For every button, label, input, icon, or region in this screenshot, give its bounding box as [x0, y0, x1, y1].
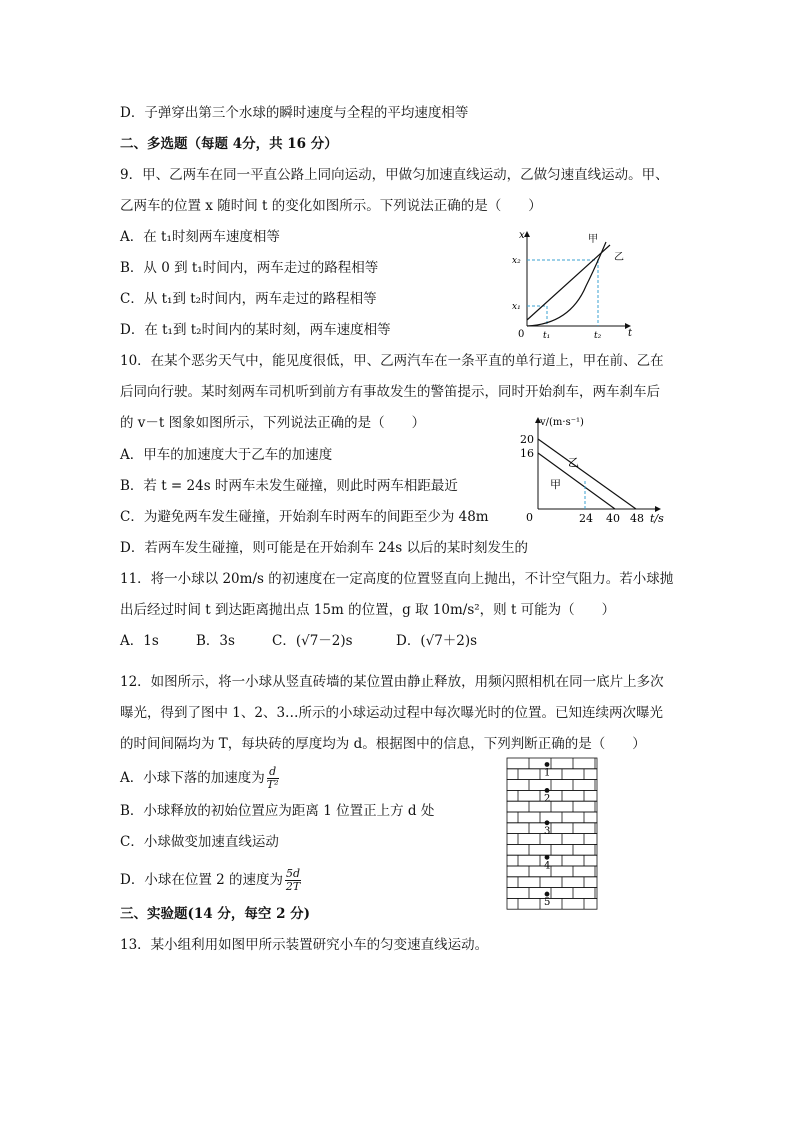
q11-option-b: B．3s [196, 633, 235, 649]
ball-label-4: 4 [544, 860, 551, 872]
brick-row [507, 758, 597, 769]
q12-stem-line3: 的时间间隔均为 T，每块砖的厚度均为 d。根据图中的信息，下列判断正确的是（ ） [120, 736, 646, 752]
q12-option-d [120, 868, 303, 893]
ball-label-3: 3 [544, 825, 551, 837]
brick-row [507, 780, 597, 791]
q9-x2-label: x₂ [512, 256, 521, 266]
brick-row [507, 898, 597, 909]
q9-stem-line2: 乙两车的位置 x 随时间 t 的变化如图所示。下列说法正确的是（ ） [120, 198, 542, 214]
q9-x1-label: x₁ [512, 302, 521, 312]
q10-stem-line1: 10．在某个恶劣天气中，能见度很低，甲、乙两汽车在一条平直的单行道上，甲在前、乙在 [120, 353, 664, 369]
q12-stem-line2: 曝光，得到了图中 1、2、3…所示的小球运动过程中每次曝光时的位置。已知连续两次曝光 [120, 705, 664, 721]
q12-option-d-fraction [285, 868, 301, 893]
q9-jia-label: 甲 [588, 234, 598, 245]
q8-option-d: D．子弹穿出第三个水球的瞬时速度与全程的平均速度相等 [120, 105, 469, 121]
q9-option-b: B．从 0 到 t₁时间内，两车走过的路程相等 [120, 260, 379, 276]
q11-option-a: A．1s [120, 633, 159, 649]
brick-row [507, 877, 597, 888]
q12-option-a-numerator: d [267, 766, 279, 779]
q9-x-axis-label: t [628, 328, 633, 339]
q10-x-tick-40: 40 [606, 512, 620, 525]
q9-option-a: A．在 t₁时刻两车速度相等 [120, 229, 280, 245]
ball-label-5: 5 [544, 897, 551, 909]
brick-row [507, 888, 597, 899]
q12-brick-wall-figure [505, 756, 599, 912]
brick-row [507, 823, 597, 834]
ball-position-4 [545, 855, 550, 860]
q10-line-yi [538, 439, 636, 509]
q9-t1-label: t₁ [543, 331, 551, 340]
q12-option-a-denominator: T² [266, 778, 279, 791]
q12-option-a-text: A．小球下落的加速度为 [120, 770, 265, 786]
q12-option-d-numerator: 5d [286, 867, 301, 880]
q9-option-d: D．在 t₁到 t₂时间内的某时刻，两车速度相等 [120, 322, 391, 338]
q10-yi-label: 乙 [568, 456, 579, 469]
q10-jia-label: 甲 [550, 478, 561, 491]
q10-option-d: D．若两车发生碰撞，则可能是在开始刹车 24s 以后的某时刻发生的 [120, 540, 529, 556]
section-3-title: 三、实验题(14 分，每空 2 分) [120, 906, 311, 922]
ball-label-1: 1 [544, 767, 551, 779]
q9-xt-graph [510, 228, 640, 340]
section-2-title: 二、多选题（每题 4分，共 16 分） [120, 136, 338, 152]
ball-position-3 [545, 820, 550, 825]
q11-option-d: D．(√7＋2)s [396, 633, 478, 649]
q10-vt-graph [510, 412, 680, 527]
q10-option-c: C．为避免两车发生碰撞，开始刹车时两车的间距至少为 48m [120, 509, 489, 525]
q9-option-c: C．从 t₁到 t₂时间内，两车走过的路程相等 [120, 291, 377, 307]
q13-stem: 13．某小组利用如图甲所示装置研究小车的匀变速直线运动。 [120, 937, 489, 953]
q9-origin: 0 [518, 329, 525, 340]
brick-row [507, 844, 597, 855]
q12-option-d-denominator: 2T [285, 880, 301, 893]
q10-x-label: t/s [650, 512, 664, 525]
q10-stem-line3: 的 v－t 图象如图所示，下列说法正确的是（ ） [120, 415, 426, 431]
brick-row [507, 812, 597, 823]
q9-stem-line1: 9．甲、乙两车在同一平直公路上同向运动，甲做匀加速直线运动，乙做匀速直线运动。甲、 [120, 167, 669, 183]
q12-stem-line1: 12．如图所示，将一小球从竖直砖墙的某位置由静止释放，用频闪照相机在同一底片上多次 [120, 674, 664, 690]
ball-label-2: 2 [544, 793, 551, 805]
q10-x-tick-48: 48 [630, 512, 644, 525]
brick-row [507, 834, 597, 845]
q12-option-b: B．小球释放的初始位置应为距离 1 位置正上方 d 处 [120, 803, 435, 819]
q9-y-axis-label: x [519, 230, 525, 241]
q11-option-c: C．(√7－2)s [272, 633, 353, 649]
q10-y-label: v/(m·s⁻¹) [540, 417, 584, 428]
q11-stem-line1: 11．将一小球以 20m/s 的初速度在一定高度的位置竖直向上抛出，不计空气阻力。若小球抛 [120, 571, 674, 587]
q10-x-tick-24: 24 [579, 512, 593, 525]
q12-option-d-text: D．小球在位置 2 的速度为 [120, 872, 283, 888]
q9-t2-label: t₂ [594, 331, 602, 340]
brick-row [507, 801, 597, 812]
brick-row [507, 866, 597, 877]
q10-y-tick-20: 20 [520, 433, 534, 446]
brick-row [507, 769, 597, 780]
ball-position-2 [545, 788, 550, 793]
q10-option-a: A．甲车的加速度大于乙车的加速度 [120, 447, 333, 463]
brick-row [507, 790, 597, 801]
q12-option-a-fraction [267, 766, 279, 791]
q10-origin: 0 [526, 511, 533, 524]
brick-row [507, 855, 597, 866]
q10-y-tick-16: 16 [520, 447, 534, 460]
ball-position-5 [545, 892, 550, 897]
q9-yi-label: 乙 [614, 252, 624, 263]
q10-stem-line2: 后同向行驶。某时刻两车司机听到前方有事故发生的警笛提示，同时开始刹车，两车刹车后 [120, 384, 660, 400]
ball-position-1 [545, 762, 550, 767]
q12-option-a [120, 766, 281, 791]
q11-stem-line2: 出后经过时间 t 到达距离抛出点 15m 的位置，g 取 10m/s²，则 t 可能为（ ） [120, 602, 616, 618]
q12-option-c: C．小球做变加速直线运动 [120, 834, 279, 850]
q10-option-b: B．若 t = 24s 时两车未发生碰撞，则此时两车相距最近 [120, 478, 458, 494]
